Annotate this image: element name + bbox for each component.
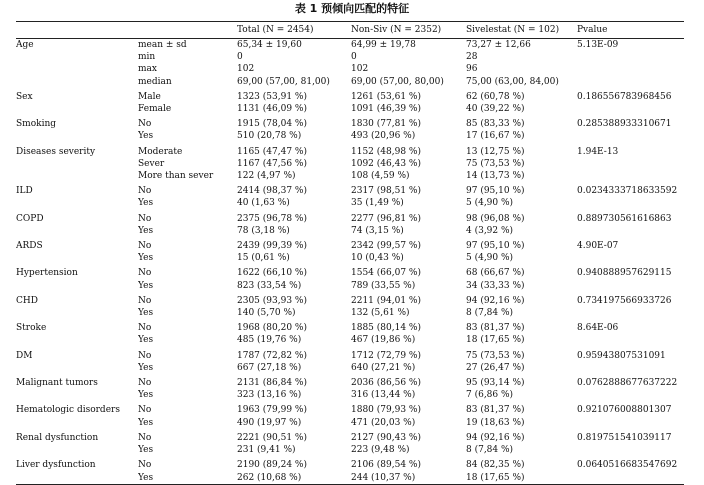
non-siv-cell: 2317 (98,51 %) <box>351 186 421 197</box>
sivelestat-cell: 83 (81,37 %) <box>466 323 525 334</box>
level-cell: No <box>138 350 152 361</box>
total-cell: 823 (33,54 %) <box>237 280 302 291</box>
table-row <box>16 401 684 416</box>
table-row <box>16 307 684 319</box>
level-cell: Sever <box>138 158 165 169</box>
level-cell: Yes <box>138 253 154 264</box>
table-row <box>16 252 684 264</box>
table-row <box>16 39 684 52</box>
header-variable <box>16 22 138 39</box>
non-siv-cell: 1091 (46,39 %) <box>351 104 421 115</box>
pvalue-cell: 0.0234333718633592 <box>577 186 678 197</box>
level-cell: Yes <box>138 225 154 236</box>
level-cell: No <box>138 378 152 389</box>
table-row <box>16 237 684 252</box>
header-level <box>138 22 237 39</box>
pvalue-cell <box>577 158 684 170</box>
table-row <box>16 51 684 63</box>
non-siv-cell: 2106 (89,54 %) <box>351 460 421 471</box>
table-row <box>16 389 684 401</box>
table-row <box>16 280 684 292</box>
pvalue-cell: 0.0762888677637222 <box>577 378 678 389</box>
total-cell: 1963 (79,99 %) <box>237 405 307 416</box>
table-row <box>16 88 684 103</box>
total-cell: 102 <box>237 64 255 75</box>
level-cell: median <box>138 76 172 87</box>
sivelestat-cell: 97 (95,10 %) <box>466 186 525 197</box>
non-siv-cell: 640 (27,21 %) <box>351 362 416 373</box>
table-row <box>16 292 684 307</box>
table-row <box>16 170 684 182</box>
variable-cell: Hematologic disorders <box>16 405 120 416</box>
table-row <box>16 456 684 471</box>
non-siv-cell: 493 (20,96 %) <box>351 131 416 142</box>
non-siv-cell: 2127 (90,43 %) <box>351 432 421 443</box>
non-siv-cell: 10 (0,43 %) <box>351 253 404 264</box>
non-siv-cell: 0 <box>351 52 357 63</box>
header-non-siv: Non-Siv (N = 2352) <box>351 25 442 35</box>
table-row <box>16 417 684 429</box>
pvalue-cell <box>577 225 684 237</box>
level-cell: Yes <box>138 308 154 319</box>
non-siv-cell: 1554 (66,07 %) <box>351 268 421 279</box>
level-cell: Yes <box>138 445 154 456</box>
non-siv-cell: 1261 (53,61 %) <box>351 91 421 102</box>
variable-cell: ARDS <box>16 241 43 252</box>
total-cell: 1165 (47,47 %) <box>237 146 307 157</box>
total-cell: 2439 (99,39 %) <box>237 241 307 252</box>
sivelestat-cell: 75,00 (63,00, 84,00) <box>466 76 559 87</box>
total-cell: 140 (5,70 %) <box>237 308 296 319</box>
pvalue-cell <box>577 444 684 456</box>
non-siv-cell: 223 (9,48 %) <box>351 445 410 456</box>
table-row <box>16 319 684 334</box>
sivelestat-cell: 17 (16,67 %) <box>466 131 525 142</box>
non-siv-cell: 69,00 (57,00, 80,00) <box>351 76 444 87</box>
total-cell: 2190 (89,24 %) <box>237 460 307 471</box>
level-cell: More than sever <box>138 171 214 182</box>
total-cell: 490 (19,97 %) <box>237 417 302 428</box>
pvalue-cell: 0.734197566933726 <box>577 295 672 306</box>
pvalue-cell: 4.90E-07 <box>577 241 619 252</box>
variable-cell <box>16 252 138 264</box>
variable-cell <box>16 417 138 429</box>
pvalue-cell: 8.64E-06 <box>577 323 619 334</box>
header-row <box>16 22 684 39</box>
pvalue-cell: 0.819751541039117 <box>577 432 672 443</box>
total-cell: 2305 (93,93 %) <box>237 295 307 306</box>
total-cell: 15 (0,61 %) <box>237 253 290 264</box>
table-row <box>16 334 684 346</box>
variable-cell: Smoking <box>16 119 57 130</box>
table-row <box>16 115 684 130</box>
total-cell: 323 (13,16 %) <box>237 390 302 401</box>
sivelestat-cell: 84 (82,35 %) <box>466 460 525 471</box>
variable-cell: COPD <box>16 213 44 224</box>
table-row <box>16 130 684 142</box>
level-cell: No <box>138 213 152 224</box>
total-cell: 122 (4,97 %) <box>237 171 296 182</box>
table-title: 表 1 预倾向匹配的特征 <box>294 2 410 15</box>
pvalue-cell <box>577 130 684 142</box>
total-cell: 65,34 ± 19,60 <box>237 40 302 50</box>
level-cell: Female <box>138 104 172 115</box>
level-cell: No <box>138 295 152 306</box>
variable-cell <box>16 334 138 346</box>
non-siv-cell: 1880 (79,93 %) <box>351 405 421 416</box>
table-row <box>16 76 684 88</box>
table-row <box>16 197 684 209</box>
total-cell: 78 (3,18 %) <box>237 225 290 236</box>
non-siv-cell: 1092 (46,43 %) <box>351 158 421 169</box>
level-cell: Yes <box>138 280 154 291</box>
non-siv-cell: 1830 (77,81 %) <box>351 119 421 130</box>
table-row <box>16 362 684 374</box>
variable-cell <box>16 103 138 115</box>
table-body <box>16 39 684 485</box>
total-cell: 510 (20,78 %) <box>237 131 302 142</box>
sivelestat-cell: 73,27 ± 12,66 <box>466 40 531 50</box>
table-row <box>16 182 684 197</box>
level-cell: No <box>138 323 152 334</box>
pvalue-cell: 0.921076008801307 <box>577 405 672 416</box>
sivelestat-cell: 97 (95,10 %) <box>466 241 525 252</box>
sivelestat-cell: 18 (17,65 %) <box>466 335 525 346</box>
pvalue-cell: 0.0640516683547692 <box>577 460 678 471</box>
pvalue-cell: 0.285388933310671 <box>577 119 672 130</box>
total-cell: 69,00 (57,00, 81,00) <box>237 76 330 87</box>
variable-cell <box>16 130 138 142</box>
sivelestat-cell: 27 (26,47 %) <box>466 362 525 373</box>
non-siv-cell: 2277 (96,81 %) <box>351 213 421 224</box>
pvalue-cell <box>577 197 684 209</box>
total-cell: 667 (27,18 %) <box>237 362 302 373</box>
non-siv-cell: 471 (20,03 %) <box>351 417 416 428</box>
sivelestat-cell: 5 (4,90 %) <box>466 198 514 209</box>
non-siv-cell: 74 (3,15 %) <box>351 225 404 236</box>
total-cell: 1323 (53,91 %) <box>237 91 307 102</box>
level-cell: No <box>138 186 152 197</box>
table-row <box>16 444 684 456</box>
header-sivelestat: Sivelestat (N = 102) <box>466 25 560 35</box>
variable-cell: Hypertension <box>16 268 78 279</box>
level-cell: Yes <box>138 417 154 428</box>
level-cell: Yes <box>138 390 154 401</box>
non-siv-cell: 2211 (94,01 %) <box>351 295 421 306</box>
variable-cell <box>16 63 138 75</box>
level-cell: No <box>138 405 152 416</box>
total-cell: 1787 (72,82 %) <box>237 350 307 361</box>
level-cell: Moderate <box>138 146 183 157</box>
table-row <box>16 103 684 115</box>
non-siv-cell: 1152 (48,98 %) <box>351 146 421 157</box>
pvalue-cell <box>577 170 684 182</box>
level-cell: No <box>138 460 152 471</box>
sivelestat-cell: 96 <box>466 64 478 75</box>
variable-cell <box>16 362 138 374</box>
variable-cell <box>16 389 138 401</box>
total-cell: 1968 (80,20 %) <box>237 323 307 334</box>
sivelestat-cell: 19 (18,63 %) <box>466 417 525 428</box>
variable-cell <box>16 225 138 237</box>
variable-cell <box>16 444 138 456</box>
pvalue-cell <box>577 389 684 401</box>
variable-cell: Age <box>16 40 34 50</box>
level-cell: max <box>138 64 157 75</box>
pvalue-cell <box>577 334 684 346</box>
table-row <box>16 429 684 444</box>
header-total: Total (N = 2454) <box>237 25 314 35</box>
variable-cell: Liver dysfunction <box>16 460 96 471</box>
sivelestat-cell: 40 (39,22 %) <box>466 104 525 115</box>
non-siv-cell: 1885 (80,14 %) <box>351 323 421 334</box>
sivelestat-cell: 4 (3,92 %) <box>466 225 514 236</box>
non-siv-cell: 789 (33,55 %) <box>351 280 416 291</box>
total-cell: 2375 (96,78 %) <box>237 213 307 224</box>
non-siv-cell: 35 (1,49 %) <box>351 198 404 209</box>
total-cell: 0 <box>237 52 243 63</box>
non-siv-cell: 244 (10,37 %) <box>351 472 416 483</box>
variable-cell <box>16 76 138 88</box>
total-cell: 1167 (47,56 %) <box>237 158 307 169</box>
total-cell: 2414 (98,37 %) <box>237 186 307 197</box>
pvalue-cell <box>577 252 684 264</box>
table-row <box>16 374 684 389</box>
level-cell: Yes <box>138 198 154 209</box>
pvalue-cell <box>577 103 684 115</box>
level-cell: Yes <box>138 131 154 142</box>
non-siv-cell: 108 (4,59 %) <box>351 171 410 182</box>
sivelestat-cell: 94 (92,16 %) <box>466 295 525 306</box>
variable-cell <box>16 170 138 182</box>
table-row <box>16 158 684 170</box>
sivelestat-cell: 7 (6,86 %) <box>466 390 514 401</box>
level-cell: No <box>138 432 152 443</box>
total-cell: 262 (10,68 %) <box>237 472 302 483</box>
variable-cell <box>16 280 138 292</box>
total-cell: 2221 (90,51 %) <box>237 432 307 443</box>
non-siv-cell: 102 <box>351 64 369 75</box>
variable-cell: Diseases severity <box>16 146 96 157</box>
sivelestat-cell: 18 (17,65 %) <box>466 472 525 483</box>
pvalue-cell: 0.940888957629115 <box>577 268 672 279</box>
pvalue-cell: 5.13E-09 <box>577 40 619 50</box>
variable-cell: CHD <box>16 295 38 306</box>
pvalue-cell <box>577 51 684 63</box>
pvalue-cell <box>577 76 684 88</box>
variable-cell <box>16 51 138 63</box>
sivelestat-cell: 75 (73,53 %) <box>466 350 525 361</box>
table-row <box>16 210 684 225</box>
pvalue-cell <box>577 307 684 319</box>
total-cell: 2131 (86,84 %) <box>237 378 307 389</box>
pvalue-cell <box>577 280 684 292</box>
sivelestat-cell: 95 (93,14 %) <box>466 378 525 389</box>
variable-cell <box>16 197 138 209</box>
variable-cell <box>16 472 138 485</box>
pvalue-cell <box>577 417 684 429</box>
sivelestat-cell: 98 (96,08 %) <box>466 213 525 224</box>
table-row <box>16 472 684 485</box>
sivelestat-cell: 83 (81,37 %) <box>466 405 525 416</box>
sivelestat-cell: 75 (73,53 %) <box>466 158 525 169</box>
level-cell: Yes <box>138 472 154 483</box>
variable-cell: Stroke <box>16 323 47 334</box>
characteristics-table <box>16 21 684 485</box>
header-pvalue: Pvalue <box>577 25 608 35</box>
non-siv-cell: 2342 (99,57 %) <box>351 241 421 252</box>
total-cell: 1622 (66,10 %) <box>237 268 307 279</box>
pvalue-cell: 1.94E-13 <box>577 146 619 157</box>
variable-cell: ILD <box>16 186 33 197</box>
pvalue-cell: 0.889730561616863 <box>577 213 672 224</box>
non-siv-cell: 316 (13,44 %) <box>351 390 416 401</box>
variable-cell <box>16 158 138 170</box>
sivelestat-cell: 28 <box>466 52 478 63</box>
total-cell: 1915 (78,04 %) <box>237 119 307 130</box>
total-cell: 40 (1,63 %) <box>237 198 290 209</box>
pvalue-cell <box>577 472 684 485</box>
variable-cell: Malignant tumors <box>16 378 98 389</box>
non-siv-cell: 64,99 ± 19,78 <box>351 40 416 50</box>
sivelestat-cell: 14 (13,73 %) <box>466 171 525 182</box>
pvalue-cell <box>577 63 684 75</box>
variable-cell: Renal dysfunction <box>16 432 99 443</box>
table-row <box>16 347 684 362</box>
table-row <box>16 63 684 75</box>
sivelestat-cell: 8 (7,84 %) <box>466 445 514 456</box>
non-siv-cell: 132 (5,61 %) <box>351 308 410 319</box>
table-row <box>16 143 684 158</box>
pvalue-cell: 0.95943807531091 <box>577 350 666 361</box>
level-cell: No <box>138 241 152 252</box>
variable-cell <box>16 307 138 319</box>
sivelestat-cell: 34 (33,33 %) <box>466 280 525 291</box>
table-row <box>16 264 684 279</box>
sivelestat-cell: 13 (12,75 %) <box>466 146 525 157</box>
non-siv-cell: 467 (19,86 %) <box>351 335 416 346</box>
sivelestat-cell: 94 (92,16 %) <box>466 432 525 443</box>
level-cell: Yes <box>138 362 154 373</box>
level-cell: No <box>138 268 152 279</box>
table-row <box>16 225 684 237</box>
variable-cell: Sex <box>16 91 33 102</box>
total-cell: 231 (9,41 %) <box>237 445 296 456</box>
variable-cell: DM <box>16 350 33 361</box>
non-siv-cell: 2036 (86,56 %) <box>351 378 421 389</box>
sivelestat-cell: 62 (60,78 %) <box>466 91 525 102</box>
sivelestat-cell: 68 (66,67 %) <box>466 268 525 279</box>
pvalue-cell <box>577 362 684 374</box>
level-cell: Yes <box>138 335 154 346</box>
level-cell: No <box>138 119 152 130</box>
non-siv-cell: 1712 (72,79 %) <box>351 350 421 361</box>
sivelestat-cell: 85 (83,33 %) <box>466 119 525 130</box>
sivelestat-cell: 8 (7,84 %) <box>466 308 514 319</box>
pvalue-cell: 0.186556783968456 <box>577 91 672 102</box>
total-cell: 485 (19,76 %) <box>237 335 302 346</box>
total-cell: 1131 (46,09 %) <box>237 104 307 115</box>
level-cell: mean ± sd <box>138 40 187 50</box>
level-cell: min <box>138 52 156 63</box>
sivelestat-cell: 5 (4,90 %) <box>466 253 514 264</box>
level-cell: Male <box>138 91 161 102</box>
